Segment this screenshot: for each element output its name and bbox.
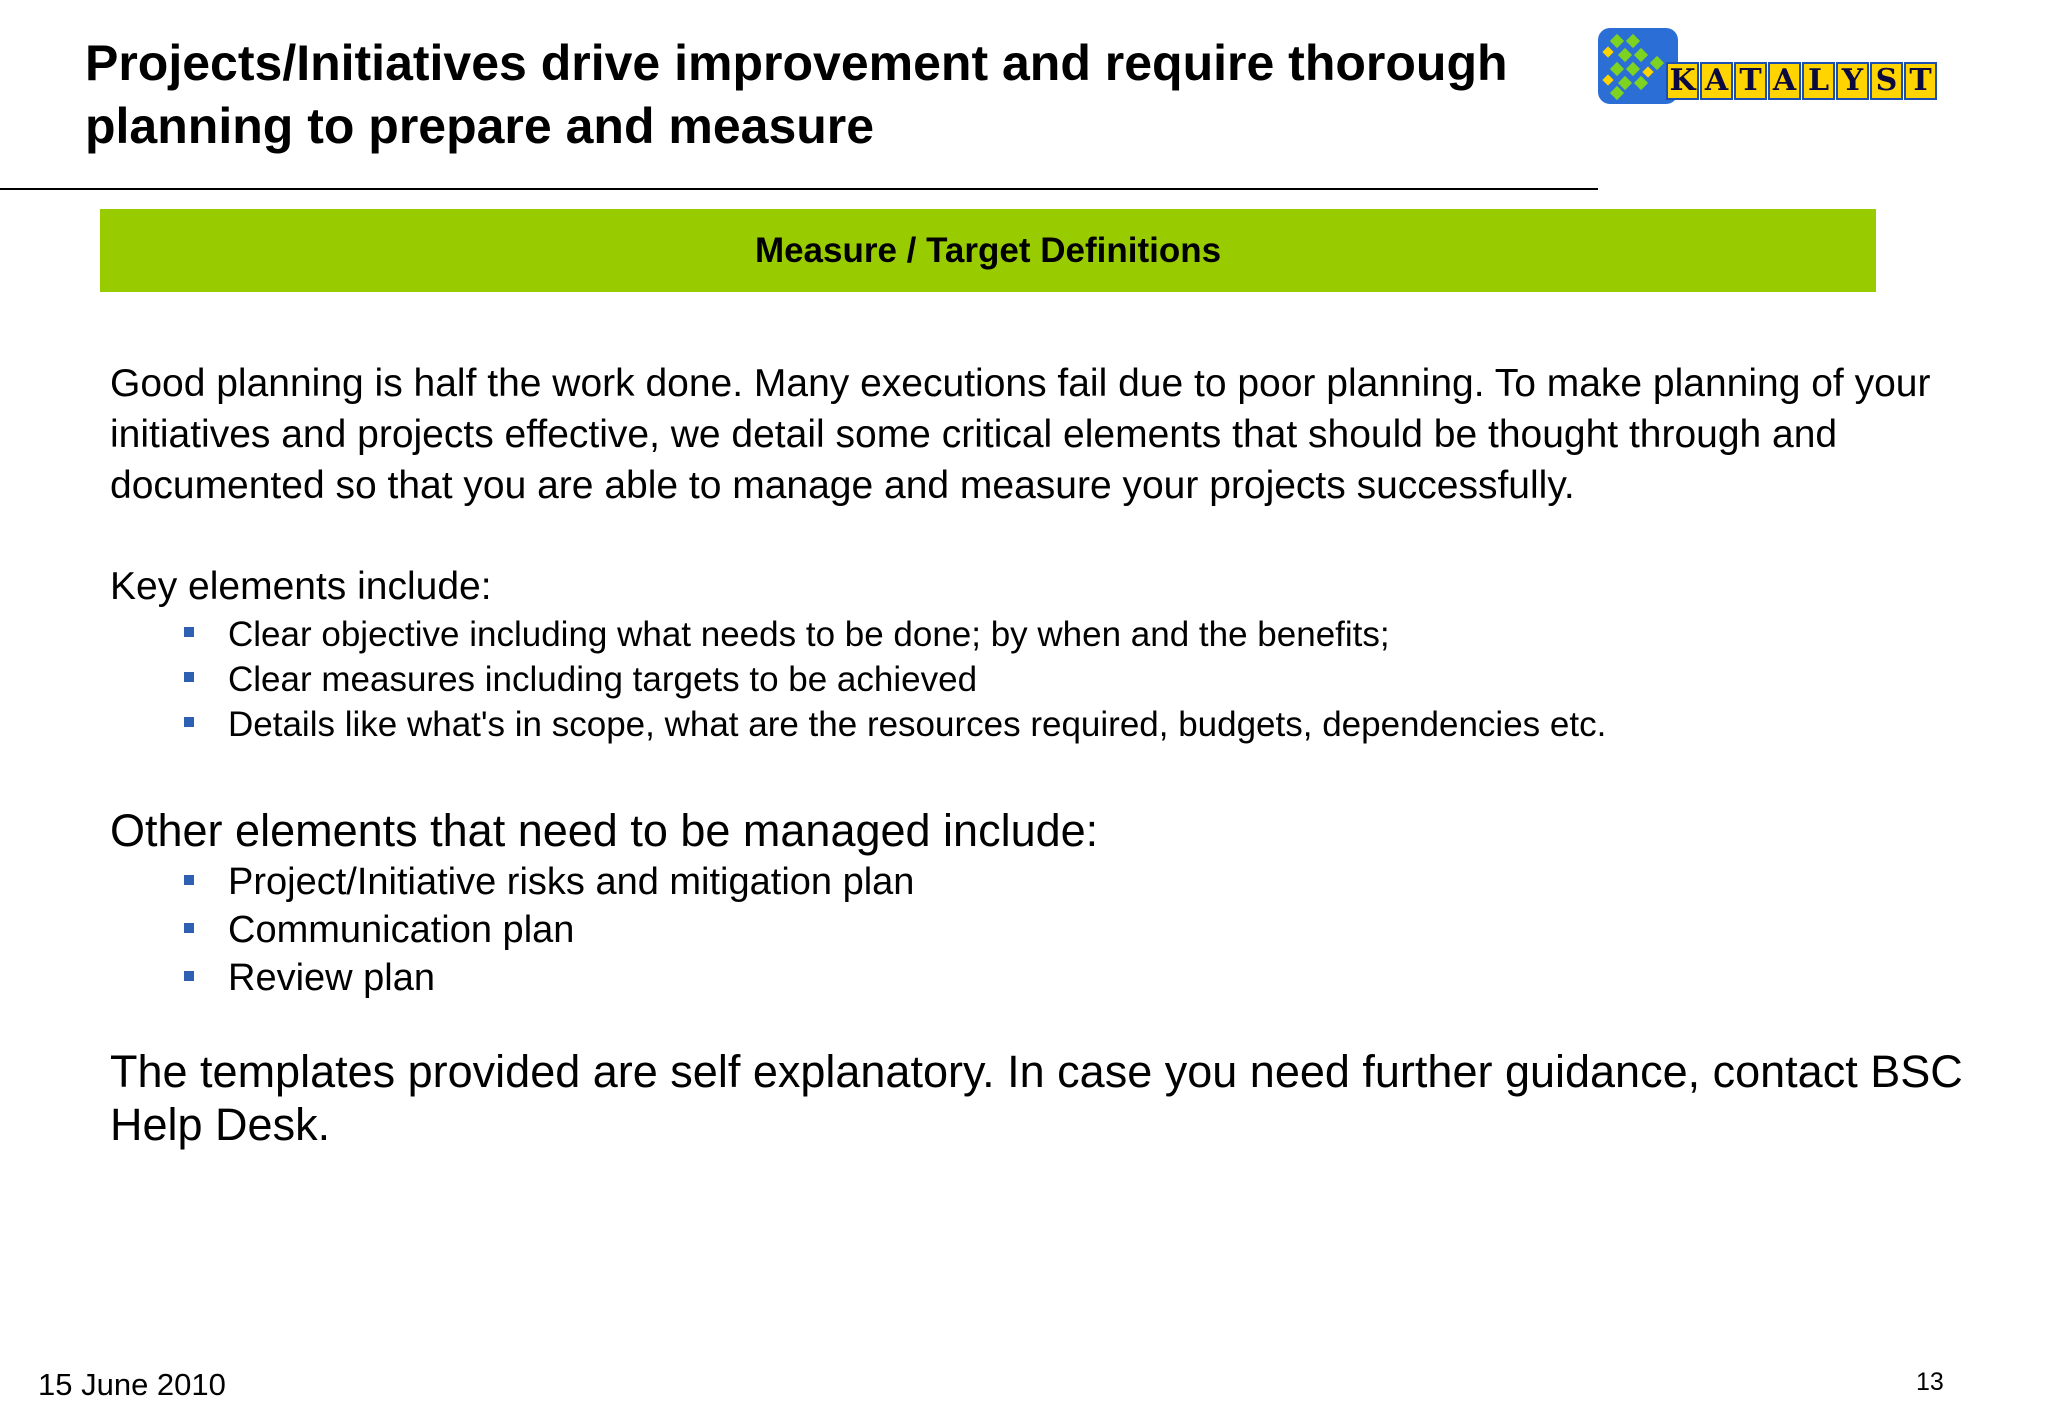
list-item <box>180 657 1606 702</box>
list-item-text: Clear objective including what needs to be done; by when and the benefits; <box>228 615 1390 654</box>
list-item-text: Review plan <box>228 957 435 999</box>
logo-letter: K <box>1666 62 1699 100</box>
katalyst-logo <box>1598 26 1983 108</box>
list-item-text: Clear measures including targets to be achieved <box>228 660 978 699</box>
square-bullet-icon <box>184 875 194 885</box>
square-bullet-icon <box>184 971 194 981</box>
closing-paragraph: The templates provided are self explanatory. In case you need further guidance, contact BSC Help Desk. <box>110 1046 1963 1150</box>
logo-letter: T <box>1734 62 1767 100</box>
logo-letter: A <box>1700 62 1733 100</box>
list-item <box>180 612 1606 657</box>
list-item <box>180 954 914 1002</box>
key-elements-list <box>180 612 1606 747</box>
key-elements-heading: Key elements include: <box>110 565 492 608</box>
section-banner <box>100 209 1876 292</box>
square-bullet-icon <box>184 717 194 727</box>
slide-title: Projects/Initiatives drive improvement and require thorough planning to prepare and measure <box>85 35 1508 154</box>
square-bullet-icon <box>184 627 194 637</box>
logo-letter: L <box>1802 62 1835 100</box>
footer-date: 15 June 2010 <box>38 1367 226 1402</box>
list-item <box>180 858 914 906</box>
list-item <box>180 702 1606 747</box>
logo-letter: Y <box>1836 62 1869 100</box>
logo-letter: T <box>1904 62 1937 100</box>
section-banner-label: Measure / Target Definitions <box>754 230 1222 270</box>
square-bullet-icon <box>184 672 194 682</box>
list-item-text: Project/Initiative risks and mitigation plan <box>228 861 915 903</box>
logo-wordmark <box>1666 62 1937 102</box>
other-elements-list <box>180 858 914 1002</box>
page-number: 13 <box>1916 1368 1944 1396</box>
title-divider <box>0 188 1598 190</box>
logo-letter: A <box>1768 62 1801 100</box>
square-bullet-icon <box>184 923 194 933</box>
intro-paragraph: Good planning is half the work done. Many executions fail due to poor planning. To make planning of your initiatives and projects effective, we detail some critical elements that should be thought through and documented so that you are able to manage and measure your projects successfully. <box>110 362 1931 507</box>
other-elements-heading: Other elements that need to be managed include: <box>110 805 1099 856</box>
list-item-text: Details like what's in scope, what are the resources required, budgets, dependencies etc. <box>228 705 1607 744</box>
logo-letter: S <box>1870 62 1903 100</box>
list-item <box>180 906 914 954</box>
list-item-text: Communication plan <box>228 909 575 951</box>
